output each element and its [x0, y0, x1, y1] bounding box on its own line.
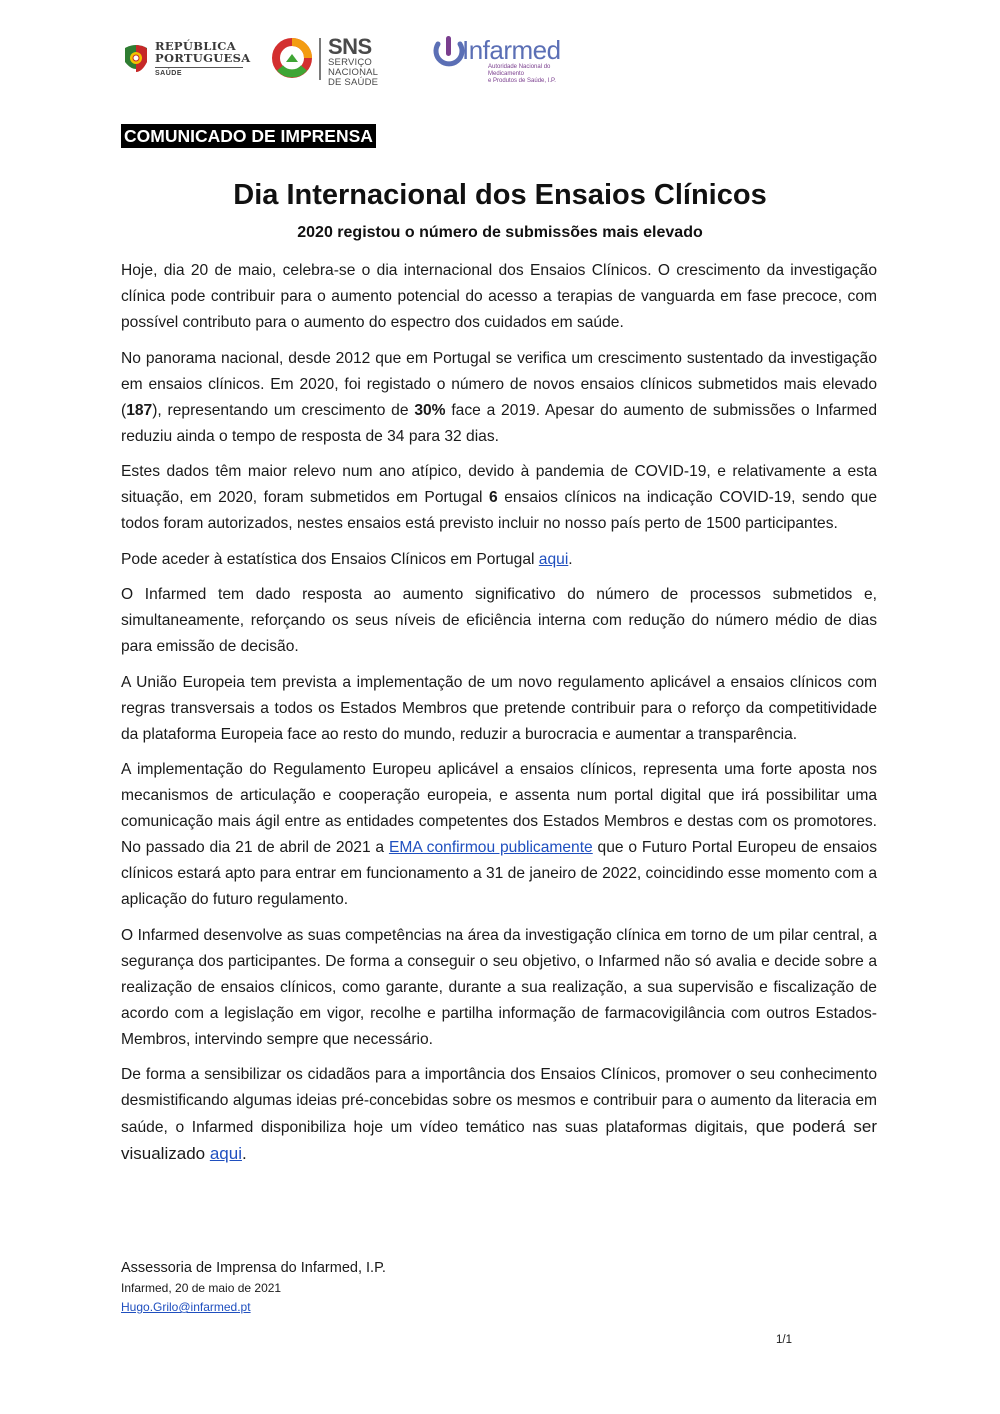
video-link[interactable]: aqui [209, 1144, 242, 1163]
paragraph-1: Hoje, dia 20 de maio, celebra-se o dia internacional dos Ensaios Clínicos. O crescimento da investigação clínica pode contribuir para o aumento potencial do acesso a terapias de vanguarda em fase precoce, com possível contributo para o aumento do espectro dos cuidados em saúde. [121, 262, 877, 331]
page-number: 1/1 [776, 1334, 792, 1346]
paragraph-7: A implementação do Regulamento Europeu aplicável a ensaios clínicos, representa uma forte aposta nos mecanismos de articulação e cooperação europeia, e assenta num portal digital que irá possibilitar uma comunicação mais ágil entre as entidades competentes dos Estados Membros e destas com os promotores. No passado dia 21 de abril de 2021 a EMA confirmou publicamente que o Futuro Portal Europeu de ensaios clínicos estará apto para entrar em funcionamento a 31 de janeiro de 2022, coincidindo esse momento com a aplicação do futuro regulamento. [121, 761, 878, 908]
press-office-name: Assessoria de Imprensa do Infarmed, I.P. [121, 1260, 386, 1276]
paragraph-8: O Infarmed desenvolve as suas competências na área da investigação clínica em torno de um pilar central, a segurança dos participantes. De forma a conseguir o seu objetivo, o Infarmed não só avalia e decide sobre a realização de ensaios clínicos, como garante, durante a sua realização, a sua supervisão e fiscalização de acordo com a legislação em vigor, recolhe e partilha informação de farmacovigilância com outros Estados-Membros, intervindo sempre que necessário. [121, 926, 877, 1048]
ema-confirmation-link[interactable]: EMA confirmou publicamente [388, 839, 593, 856]
document-date: Infarmed, 20 de maio de 2021 [121, 1281, 282, 1295]
contact-email-link[interactable]: Hugo.Grilo@infarmed.pt [121, 1300, 251, 1314]
press-release-label: COMUNICADO DE IMPRENSA [121, 124, 376, 148]
republica-emblem-icon [122, 42, 150, 76]
submissions-count: 187 [126, 401, 153, 419]
sns-line1: SERVIÇO NACIONAL [328, 57, 379, 78]
infarmed-subtitle-line1: Autoridade Nacional do Medicamento [488, 64, 551, 77]
paragraph-5: O Infarmed tem dado resposta ao aumento significativo do número de processos submetidos e, simultaneamente, reforçando os seus níveis de eficiência interna com redução do número médio de dias para emissão de decisão. [121, 586, 877, 655]
sns-ring-icon [270, 36, 314, 80]
infarmed-mark-icon [432, 34, 466, 70]
infarmed-subtitle-line2: e Produtos de Saúde, I.P. [488, 78, 556, 84]
sns-logo [270, 34, 410, 88]
republica-ministry: SAÚDE [155, 70, 183, 77]
infarmed-logo [432, 34, 582, 84]
statistics-link[interactable]: aqui [538, 550, 569, 568]
infarmed-name: Infarmed [462, 35, 561, 65]
sns-line2: DE SAÚDE [328, 77, 379, 88]
covid-trials-count: 6 [489, 489, 498, 506]
paragraph-3: Estes dados têm maior relevo num ano atípico, devido à pandemia de COVID-19, e relativamente a esta situação, em 2020, foram submetidos em Portugal 6 ensaios clínicos na indicação COVID-19, sendo que todos foram autorizados, nestes ensaios está previsto incluir no nosso país perto de 1500 participantes. [121, 463, 877, 532]
paragraph-9: De forma a sensibilizar os cidadãos para a importância dos Ensaios Clínicos, promover o seu conhecimento desmistificando algumas ideias pré-concebidas sobre os mesmos e contribuir para o aumento da literacia em saúde, o Infarmed disponibiliza hoje um vídeo temático nas suas plataformas digitais, que poderá ser visualizado aqui. [121, 1066, 877, 1163]
paragraph-6: A União Europeia tem prevista a implementação de um novo regulamento aplicável a ensaios clínicos com regras transversais a todos os Estados Membros que pretende contribuir para o reforço da competitividade da plataforma Europeia face ao resto do mundo, reduzir a burocracia e aumentar a transparência. [121, 673, 877, 743]
republica-portuguesa-logo [122, 39, 251, 82]
document-subtitle: 2020 registou o número de submissões mais elevado [297, 224, 703, 241]
document-body [121, 258, 877, 1178]
document-title: Dia Internacional dos Ensaios Clínicos [233, 179, 767, 211]
republica-line1: REPÚBLICA [155, 39, 236, 53]
growth-percent: 30% [414, 401, 446, 419]
document-footer [121, 1257, 621, 1317]
republica-line2: PORTUGUESA [155, 51, 251, 65]
sns-name: SNS [328, 34, 372, 59]
paragraph-4: Pode aceder à estatística dos Ensaios Clínicos em Portugal aqui. [121, 550, 573, 568]
paragraph-2: No panorama nacional, desde 2012 que em Portugal se verifica um crescimento sustentado da investigação em ensaios clínicos. Em 2020, foi registado o número de novos ensaios clínicos submetidos mais elevado (187), representando um crescimento de 30% face a 2019. Apesar do aumento de submissões o Infarmed reduziu ainda o tempo de resposta de 34 para 32 dias. [121, 349, 877, 445]
